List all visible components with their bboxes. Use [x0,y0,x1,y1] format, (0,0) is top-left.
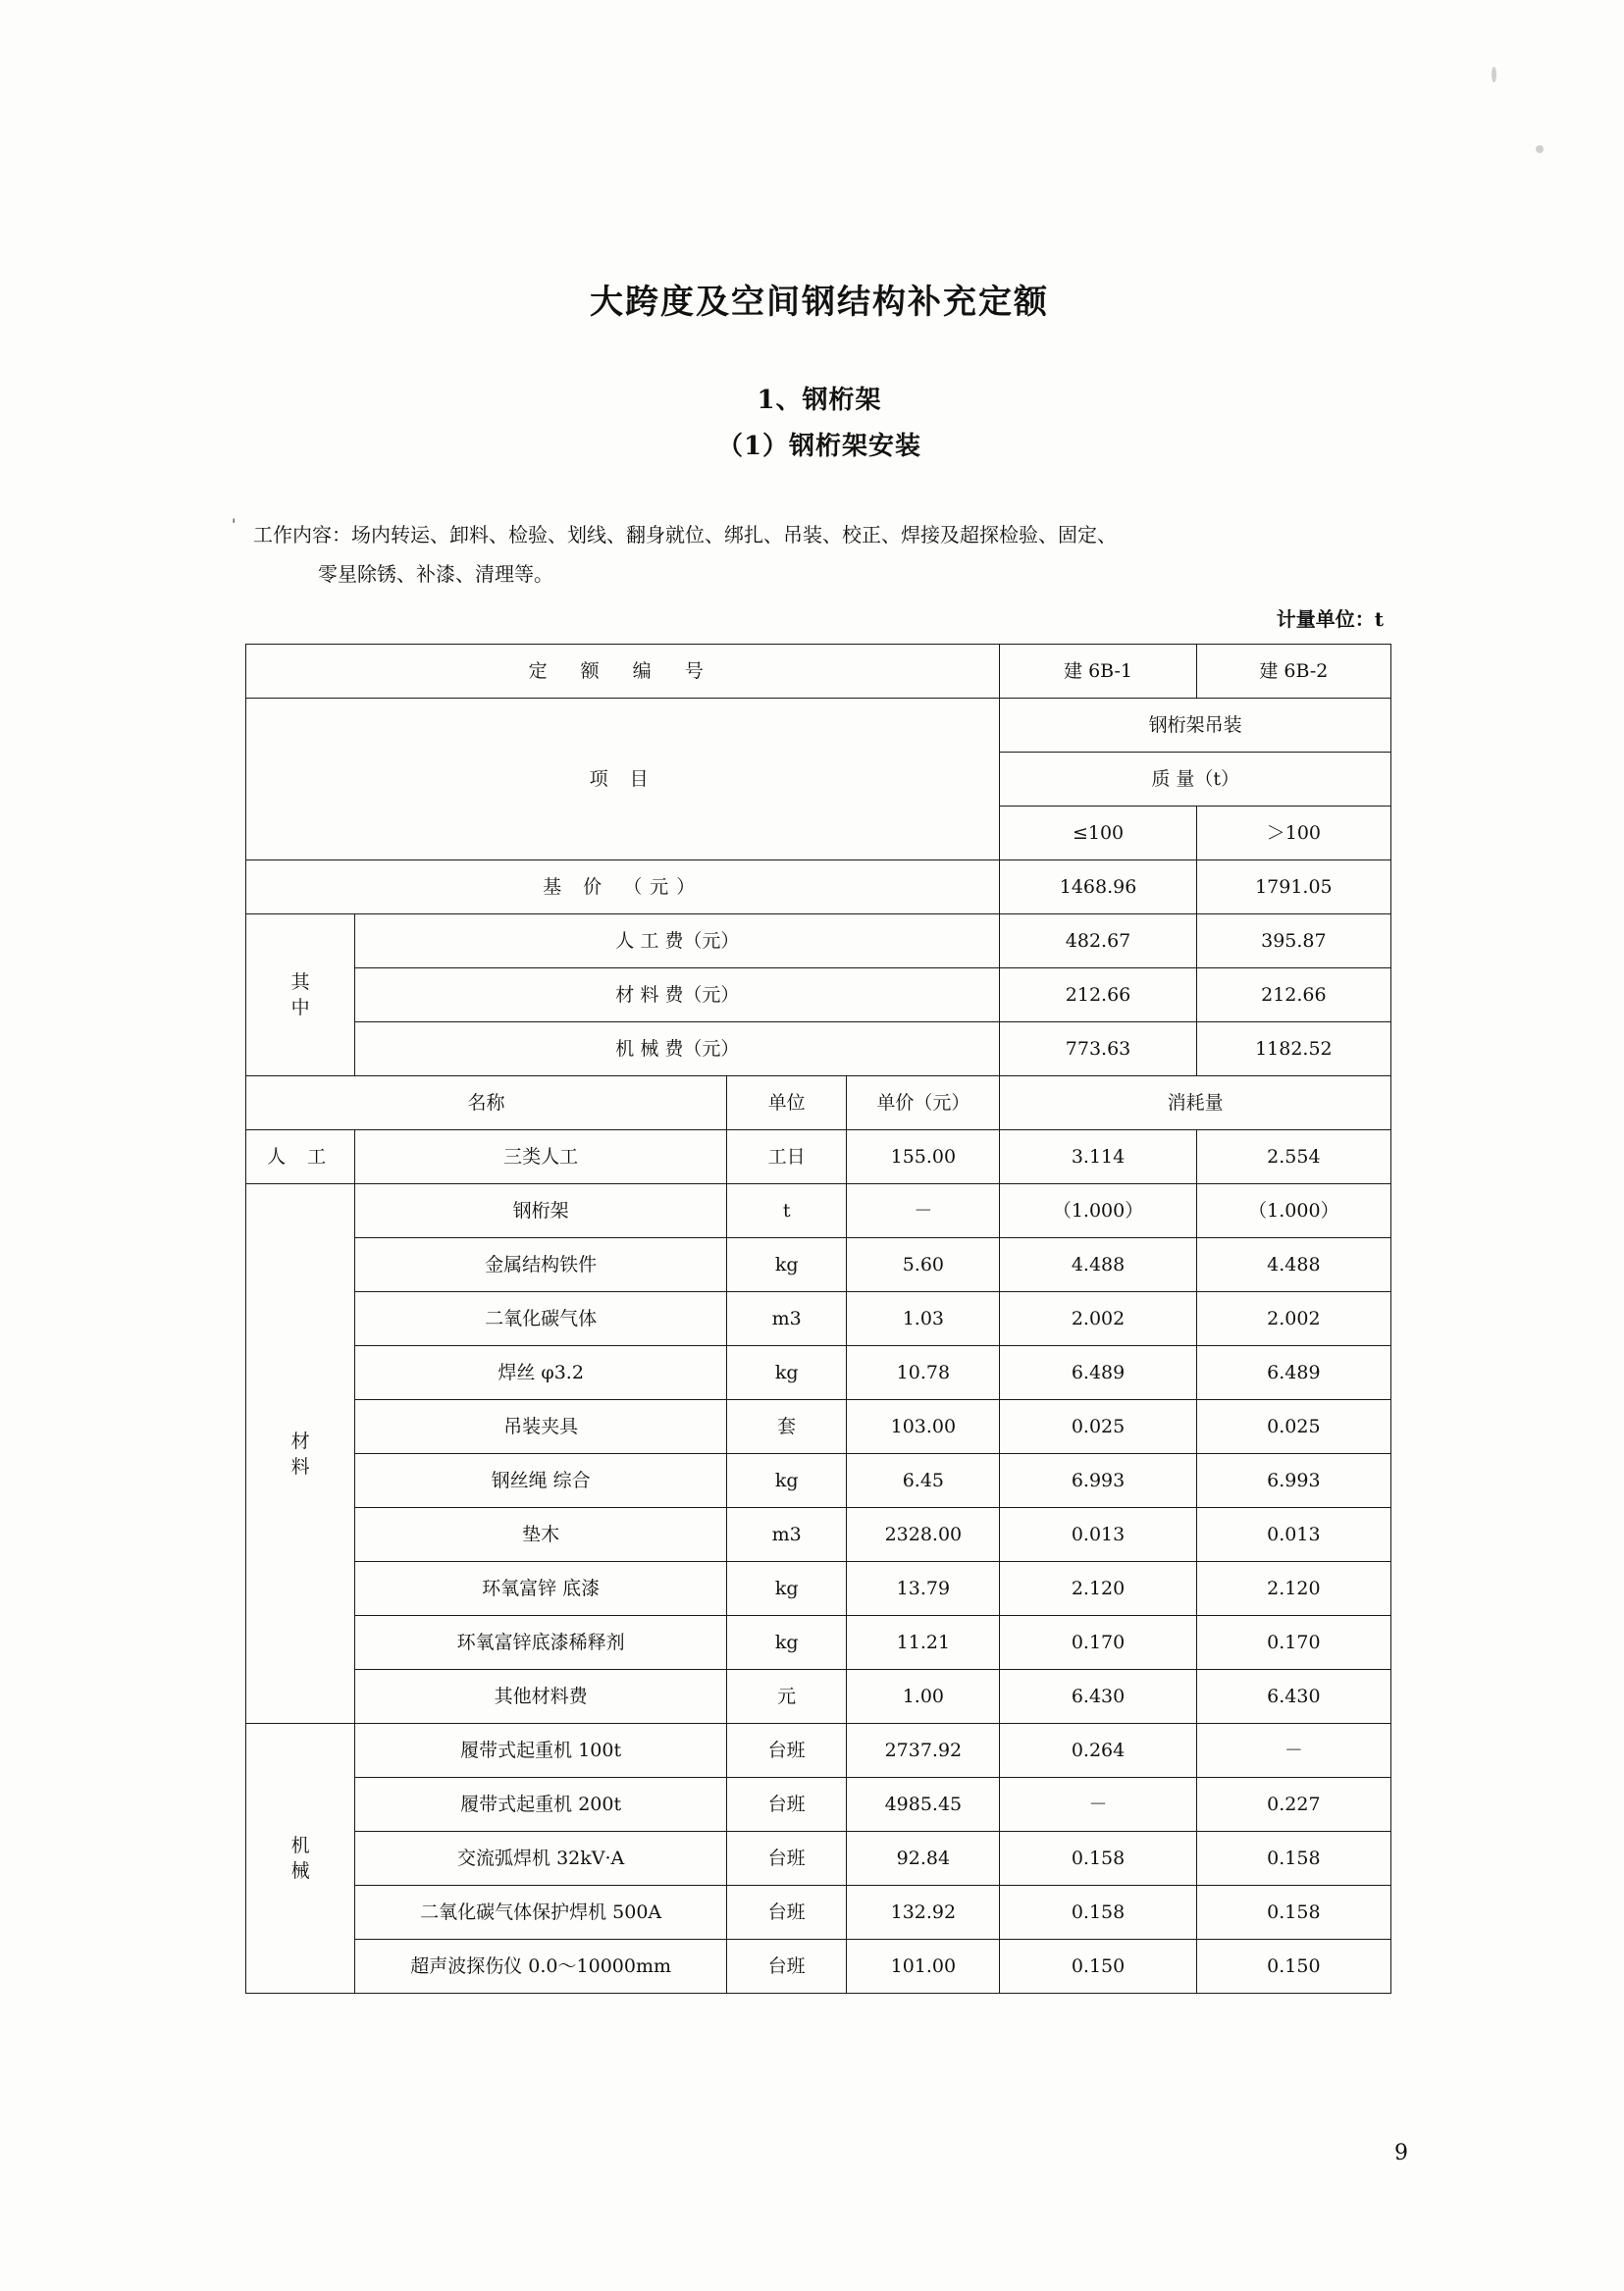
machine-row-4-price: 101.00 [847,1940,1000,1994]
machine-row-0-value-2: － [1196,1724,1390,1778]
material-row-3-value-2: 6.489 [1196,1346,1390,1400]
mass-range-2: ＞100 [1196,807,1390,860]
material-row-5-value-1: 6.993 [1000,1454,1196,1508]
machine-row-3-value-2: 0.158 [1196,1886,1390,1940]
table-row-material-5 [246,1454,1391,1508]
table-row-machine-4 [246,1940,1391,1994]
page-number: 9 [1394,2141,1408,2165]
material-row-4-value-1: 0.025 [1000,1400,1196,1454]
material-row-1-unit: kg [726,1238,846,1292]
table-row-among-material [246,968,1391,1022]
machine-row-4-unit: 台班 [726,1940,846,1994]
material-row-1-name: 金属结构铁件 [355,1238,727,1292]
material-row-6-price: 2328.00 [847,1508,1000,1562]
material-row-0-unit: t [726,1184,846,1238]
material-label [246,1184,355,1724]
quota-no-label: 定 额 编 号 [246,645,1000,699]
material-row-8-price: 11.21 [847,1616,1000,1670]
work-content [245,515,1393,594]
labor-row-0-price: 155.00 [847,1130,1000,1184]
labor-row-0-value-1: 3.114 [1000,1130,1196,1184]
section-heading: 1、钢桁架 [757,386,882,415]
material-row-2-unit: m3 [726,1292,846,1346]
among-row-name-1: 材 料 费（元） [355,968,1000,1022]
table-row-machine-2 [246,1832,1391,1886]
table-row-among-machine [246,1022,1391,1076]
material-row-9-unit: 元 [726,1670,846,1724]
material-row-8-value-2: 0.170 [1196,1616,1390,1670]
work-content-line2: 零星除锈、补漆、清理等。 [318,562,553,586]
table-row-machine-1 [246,1778,1391,1832]
quota-code-2: 建 6B-2 [1196,645,1390,699]
table-row-machine-3 [246,1886,1391,1940]
table-row-base-price [246,860,1391,914]
among-row-0-value-1: 482.67 [1000,914,1196,968]
table-row-material-4 [246,1400,1391,1454]
material-row-6-value-1: 0.013 [1000,1508,1196,1562]
machine-row-0-unit: 台班 [726,1724,846,1778]
measure-unit: 计量单位：t [1276,607,1384,631]
machine-row-0-value-1: 0.264 [1000,1724,1196,1778]
among-row-2-value-2: 1182.52 [1196,1022,1390,1076]
machine-row-3-unit: 台班 [726,1886,846,1940]
column-header-price: 单价（元） [847,1076,1000,1130]
machine-row-4-value-1: 0.150 [1000,1940,1196,1994]
table-row-material-9 [246,1670,1391,1724]
material-row-1-value-1: 4.488 [1000,1238,1196,1292]
column-header-unit: 单位 [726,1076,846,1130]
material-row-0-name: 钢桁架 [355,1184,727,1238]
material-row-6-name: 垫木 [355,1508,727,1562]
material-row-6-unit: m3 [726,1508,846,1562]
among-label-char1: 其 [290,971,310,993]
machine-row-1-value-1: － [1000,1778,1196,1832]
table-row-machine-0 [246,1724,1391,1778]
table-row-material-8 [246,1616,1391,1670]
machine-row-3-value-1: 0.158 [1000,1886,1196,1940]
material-row-7-price: 13.79 [847,1562,1000,1616]
machine-label-char2: 械 [290,1860,310,1882]
among-row-name-0: 人 工 费（元） [355,914,1000,968]
material-row-5-unit: kg [726,1454,846,1508]
among-row-name-2: 机 械 费（元） [355,1022,1000,1076]
material-row-3-name: 焊丝 φ3.2 [355,1346,727,1400]
among-row-1-value-2: 212.66 [1196,968,1390,1022]
material-row-0-value-2: （1.000） [1196,1184,1390,1238]
machine-label-char1: 机 [290,1835,310,1856]
machine-row-2-name: 交流弧焊机 32kV·A [355,1832,727,1886]
machine-row-3-price: 132.92 [847,1886,1000,1940]
machine-row-3-name: 二氧化碳气体保护焊机 500A [355,1886,727,1940]
material-row-9-value-1: 6.430 [1000,1670,1196,1724]
subsection-heading: （1）钢桁架安装 [716,432,922,461]
machine-row-0-name: 履带式起重机 100t [355,1724,727,1778]
table-row-quota-no [246,645,1391,699]
material-row-2-value-1: 2.002 [1000,1292,1196,1346]
material-row-8-unit: kg [726,1616,846,1670]
machine-row-2-price: 92.84 [847,1832,1000,1886]
quota-code-1: 建 6B-1 [1000,645,1196,699]
table-row-project-head [246,699,1391,753]
base-price-2: 1791.05 [1196,860,1390,914]
machine-row-2-value-2: 0.158 [1196,1832,1390,1886]
machine-row-1-price: 4985.45 [847,1778,1000,1832]
material-label-char1: 材 [290,1430,310,1452]
material-row-1-value-2: 4.488 [1196,1238,1390,1292]
scan-speck [1492,67,1496,82]
material-row-4-value-2: 0.025 [1196,1400,1390,1454]
machine-row-4-name: 超声波探伤仪 0.0～10000mm [355,1940,727,1994]
material-row-3-unit: kg [726,1346,846,1400]
material-row-6-value-2: 0.013 [1196,1508,1390,1562]
table-row-among-labor [246,914,1391,968]
machine-row-2-value-1: 0.158 [1000,1832,1196,1886]
material-row-0-value-1: （1.000） [1000,1184,1196,1238]
among-row-1-value-1: 212.66 [1000,968,1196,1022]
table-row-material-3 [246,1346,1391,1400]
quota-table [245,644,1391,1994]
labor-row-0-unit: 工日 [726,1130,846,1184]
material-row-9-value-2: 6.430 [1196,1670,1390,1724]
material-row-8-name: 环氧富锌底漆稀释剂 [355,1616,727,1670]
machine-row-0-price: 2737.92 [847,1724,1000,1778]
base-price-label: 基 价 （元） [246,860,1000,914]
machine-row-1-unit: 台班 [726,1778,846,1832]
document-body [245,275,1393,1994]
project-head: 钢桁架吊装 [1000,699,1391,753]
material-label-char2: 料 [290,1455,310,1478]
table-row-material-7 [246,1562,1391,1616]
machine-row-1-value-2: 0.227 [1196,1778,1390,1832]
scan-speck [1536,145,1544,153]
material-row-7-value-1: 2.120 [1000,1562,1196,1616]
table-row-material-0 [246,1184,1391,1238]
material-row-3-price: 10.78 [847,1346,1000,1400]
machine-row-1-name: 履带式起重机 200t [355,1778,727,1832]
material-row-4-price: 103.00 [847,1400,1000,1454]
labor-row-0-name: 三类人工 [355,1130,727,1184]
project-label: 项 目 [246,699,1000,860]
among-label [246,914,355,1076]
machine-label [246,1724,355,1994]
material-row-4-unit: 套 [726,1400,846,1454]
among-label-char2: 中 [290,997,310,1018]
project-sub: 质 量（t） [1000,753,1391,807]
page-title: 大跨度及空间钢结构补充定额 [590,283,1049,322]
mass-range-1: ≤100 [1000,807,1196,860]
material-row-9-price: 1.00 [847,1670,1000,1724]
work-content-line1: 工作内容：场内转运、卸料、检验、划线、翻身就位、绑扎、吊装、校正、焊接及超探检验、固定、 [253,523,1117,547]
among-row-2-value-1: 773.63 [1000,1022,1196,1076]
table-row-material-2 [246,1292,1391,1346]
table-row-labor-0 [246,1130,1391,1184]
labor-row-0-value-2: 2.554 [1196,1130,1390,1184]
table-row-material-6 [246,1508,1391,1562]
material-row-2-value-2: 2.002 [1196,1292,1390,1346]
base-price-1: 1468.96 [1000,860,1196,914]
column-header-consumption: 消耗量 [1000,1076,1391,1130]
material-row-1-price: 5.60 [847,1238,1000,1292]
material-row-7-name: 环氧富锌 底漆 [355,1562,727,1616]
machine-row-2-unit: 台班 [726,1832,846,1886]
material-row-2-price: 1.03 [847,1292,1000,1346]
material-row-9-name: 其他材料费 [355,1670,727,1724]
material-row-2-name: 二氧化碳气体 [355,1292,727,1346]
material-row-5-price: 6.45 [847,1454,1000,1508]
table-row-columns-header [246,1076,1391,1130]
machine-row-4-value-2: 0.150 [1196,1940,1390,1994]
table-row-material-1 [246,1238,1391,1292]
among-row-0-value-2: 395.87 [1196,914,1390,968]
material-row-0-price: － [847,1184,1000,1238]
column-header-name: 名称 [246,1076,727,1130]
material-row-4-name: 吊装夹具 [355,1400,727,1454]
material-row-5-value-2: 6.993 [1196,1454,1390,1508]
labor-label: 人 工 [246,1130,355,1184]
material-row-3-value-1: 6.489 [1000,1346,1196,1400]
material-row-7-unit: kg [726,1562,846,1616]
material-row-7-value-2: 2.120 [1196,1562,1390,1616]
scan-mark: ' [232,515,236,534]
material-row-8-value-1: 0.170 [1000,1616,1196,1670]
material-row-5-name: 钢丝绳 综合 [355,1454,727,1508]
